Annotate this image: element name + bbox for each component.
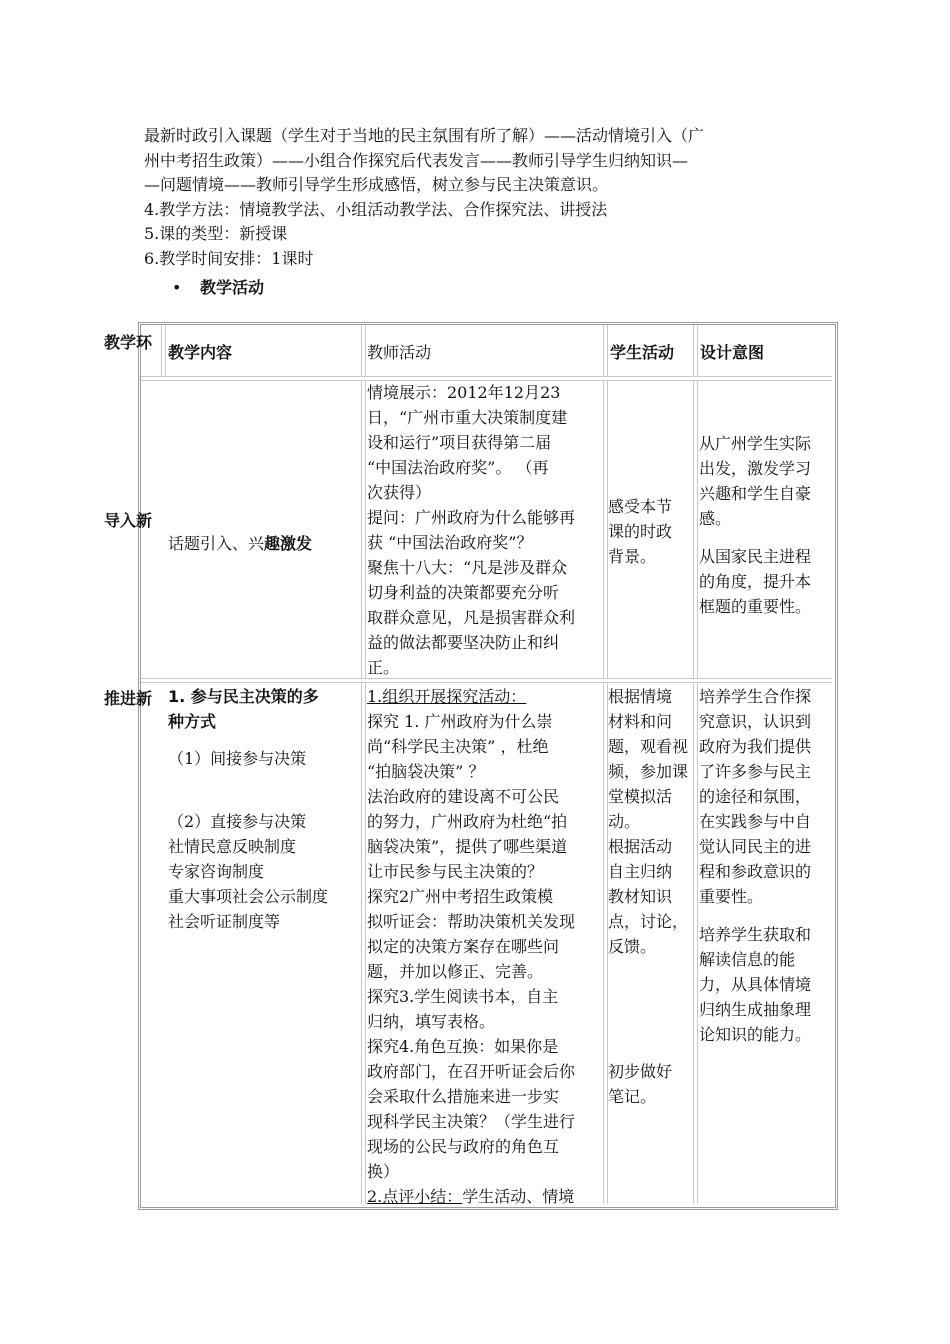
column-divider [693,325,698,1204]
intent-line: 从广州学生实际 [699,434,812,453]
section-heading [172,275,264,298]
content-title-line: 种方式 [168,712,217,731]
flow-line-3: —问题情境——教师引导学生形成感悟，树立参与民主决策意识。 [144,175,609,194]
teacher-line: 换） [367,1162,400,1181]
teacher-line: 聚焦十八大：“凡是涉及群众 [367,558,568,577]
student-line: 堂模拟活 [608,787,673,806]
teacher-line: 探究4.角色互换：如果你是 [367,1037,559,1056]
time-arrangement: 6.教学时间安排：1课时 [144,248,314,268]
intent-line: 出发，激发学习 [699,459,812,478]
student-line: 笔记。 [608,1087,657,1106]
teacher-line: 获 “中国法治政府奖”？ [367,533,533,552]
header-content: 教学内容 [168,343,233,362]
intent-line: 究意识，认识到 [699,712,812,731]
teacher-line: 切身利益的决策都要充分听 [367,583,560,602]
student-activity-advance [608,684,688,1109]
student-line: 教材知识 [608,887,673,906]
teacher-line: 会采取什么措施来进一步实 [367,1087,560,1106]
teacher-line: 让市民参与民主决策的？ [367,862,544,881]
intent-line: 兴趣和学生自豪 [699,484,812,503]
teacher-line: 拟听证会：帮助决策机关发现 [367,912,576,931]
student-line: 材料和问 [608,712,673,731]
content-topic-part-2: 趣激发 [264,534,313,553]
intent-line: 解读信息的能 [699,950,796,969]
intent-spacer [699,531,811,544]
teacher-line: 益的做法都要坚决防止和纠 [367,633,560,652]
flow-line-2: 州中考招生政策）——小组合作探究后代表发言——教师引导学生归纳知识— [144,150,689,170]
header-intent: 设计意图 [700,343,765,362]
intent-spacer [699,909,811,922]
teaching-method: 4.教学方法：情境教学法、小组活动教学法、合作探究法、讲授法 [144,199,608,219]
teacher-line: 设和运行”项目获得第二届 [367,433,552,452]
content-topic-part-1: 话题引入、兴 [168,534,265,553]
intent-line: 觉认同民主的进 [699,837,812,856]
teacher-line: 正。 [367,658,400,677]
student-line: 自主归纳 [608,862,673,881]
bullet-icon: • [172,278,182,297]
teacher-line: 日，“广州市重大决策制度建 [367,408,568,427]
teacher-line: 的努力，广州政府为杜绝“拍 [367,812,568,831]
teacher-line: 脑袋决策”，提供了哪些渠道 [367,837,568,856]
intent-line: 归纳生成抽象理 [699,1000,812,1019]
section-title: 教学活动 [200,278,265,297]
teacher-line: “拍脑袋决策” ？ [367,762,485,781]
content-direct-line: （2）直接参与决策 [168,812,307,831]
intent-line: 论知识的能力。 [699,1025,812,1044]
content-topic [168,531,312,556]
teacher-line: 题，并加以修正、完善。 [367,962,544,981]
lesson-type: 5.课的类型：新授课 [144,224,288,243]
student-spacer [608,959,688,1059]
stage-intro: 导入新 [104,511,153,530]
flow-line-1: 最新时政引入课题（学生对于当地的民主氛围有所了解）——活动情境引入（广 [144,126,705,145]
design-intent-intro [699,431,811,619]
teacher-line: 现场的公民与政府的角色互 [367,1137,560,1156]
header-student: 学生活动 [610,343,675,362]
header-teacher: 教师活动 [367,343,432,362]
header-stage: 教学环 [104,333,153,352]
teacher-line: 法治政府的建设离不可公民 [367,787,560,806]
student-activity-intro [608,494,672,569]
teacher-heading: 1.组织开展探究活动： [367,687,527,706]
content-direct-line: 重大事项社会公示制度 [168,887,329,906]
intent-line: 政府为我们提供 [699,737,812,756]
content-indirect: （1）间接参与决策 [168,749,307,768]
content-direct-line: 社会听证制度等 [168,912,281,931]
intent-line: 框题的重要性。 [699,597,812,616]
student-line: 动。 [608,812,641,831]
student-line: 题，观看视 [608,737,689,756]
content-ways [168,684,328,934]
teacher-line: 次获得） [367,483,432,502]
teacher-line: “中国法治政府奖”。 （再 [367,458,549,477]
teacher-summary-rest: 学生活动、情境 [462,1187,575,1206]
teacher-activity-advance [367,684,607,1209]
intent-line: 的角度，提升本 [699,572,812,591]
teacher-summary [367,1184,607,1209]
intent-line: 培养学生获取和 [699,925,812,944]
lesson-intro [144,124,812,271]
teacher-line: 提问：广州政府为什么能够再 [367,508,576,527]
teacher-summary-label: 2.点评小结： [367,1187,463,1206]
content-title-line: 1. 参与民主决策的多 [168,687,319,706]
intent-line: 在实践参与中自 [699,812,812,831]
teacher-line: 政府部门，在召开听证会后你 [367,1062,576,1081]
column-divider [361,325,366,1204]
intent-line: 重要性。 [699,887,764,906]
stage-advance: 推进新 [104,689,153,708]
column-divider [161,325,166,378]
intent-line: 力，从具体情境 [699,975,812,994]
student-line: 根据情境 [608,687,673,706]
intent-line: 了许多参与民主 [699,762,812,781]
teacher-line: 尚“科学民主决策” ，杜绝 [367,737,549,756]
intent-line: 从国家民主进程 [699,547,812,566]
teacher-line: 探究 1. 广州政府为什么崇 [367,712,553,731]
intent-line: 感。 [699,509,732,528]
teacher-line: 探究3.学生阅读书本，自主 [367,987,559,1006]
student-line: 反馈。 [608,937,657,956]
student-line: 根据活动 [608,837,673,856]
teacher-line: 取群众意见，凡是损害群众利 [367,608,576,627]
content-direct-line: 专家咨询制度 [168,862,265,881]
student-line: 频，参加课 [608,762,689,781]
content-spacer [168,734,328,746]
content-direct-line: 社情民意反映制度 [168,837,297,856]
student-line: 背景。 [608,547,657,566]
content-spacer [168,771,328,809]
intent-line: 程和参政意识的 [699,862,812,881]
student-line: 点，讨论， [608,912,689,931]
intent-line: 的途径和氛围， [699,787,812,806]
teacher-line: 拟定的决策方案存在哪些问 [367,937,560,956]
teacher-activity-intro [367,380,607,680]
teacher-line: 情境展示：2012年12月23 [367,383,561,402]
student-line: 课的时政 [608,522,673,541]
teacher-line: 归纳，填写表格。 [367,1012,496,1031]
intent-line: 培养学生合作探 [699,687,812,706]
student-line: 感受本节 [608,497,673,516]
teacher-line: 现科学民主决策？（学生进行 [367,1112,576,1131]
student-line: 初步做好 [608,1062,673,1081]
teacher-line: 探究2广州中考招生政策模 [367,887,554,906]
design-intent-advance [699,684,811,1047]
